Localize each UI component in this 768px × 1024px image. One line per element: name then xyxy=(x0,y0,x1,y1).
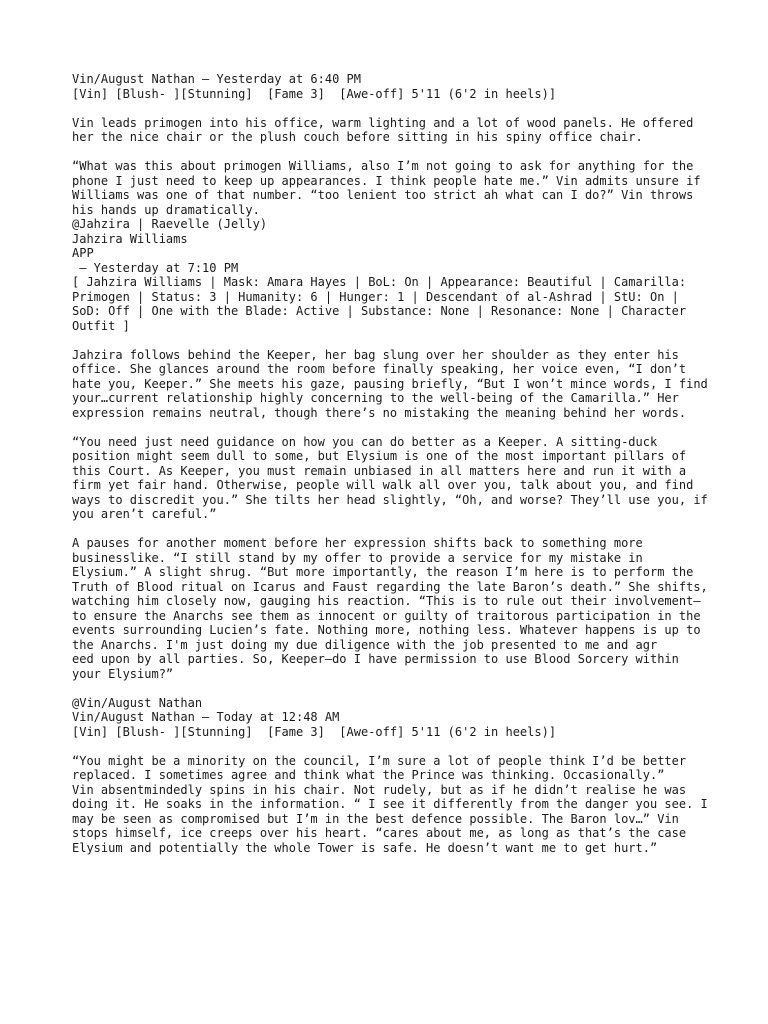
post2-author: Jahzira Williams xyxy=(72,231,188,246)
post2-app-badge: APP xyxy=(72,246,94,260)
post2-header xyxy=(72,217,712,275)
post2-paragraph-2: “You need just need guidance on how you can do better as a Keeper. A sitting-duck position might seem dull to some, but Elysium is one of the most important pillars of this Court. As Keeper, you must remain unbiased in all matters here and run it with a firm yet fair hand. Otherwise, people will walk all over you, talk about you, and find ways to discredit you.” She tilts her head slightly, “Oh, and worse? They’ll use you, if you aren’t careful.” xyxy=(72,434,708,521)
post2-paragraph-3 xyxy=(72,536,712,681)
post2-timestamp: — Yesterday at 7:10 PM xyxy=(72,260,239,275)
post2-paragraph-3-part-b: eed upon by all parties. So, Keeper—do I have permission to use Blood Sorcery within your Elysium?” xyxy=(72,652,679,681)
chat-log-transcript xyxy=(72,72,712,870)
post1-status-tags: [Vin] [Blush- ][Stunning] [Fame 3] [Awe-off] 5'11 (6'2 in heels)] xyxy=(72,86,557,101)
post1-paragraph-1: Vin leads primogen into his office, warm lighting and a lot of wood panels. He offered her the nice chair or the plush couch before sitting in his spiny office chair. xyxy=(72,115,694,144)
post3-mention: @Vin/August Nathan xyxy=(72,695,203,710)
post3-header xyxy=(72,696,712,740)
post2-paragraph-1: Jahzira follows behind the Keeper, her bag slung over her shoulder as they enter his office. She glances around the room before finally speaking, her voice even, “I don’t hate you, Keeper.” She meets his gaze, pausing briefly, “But I won’t mince words, I find your…current relationship highly concerning to the well-being of the Camarilla.” Her expression remains neutral, though there’s no mistaking the meaning behind her words. xyxy=(72,347,708,420)
post3-status-tags: [Vin] [Blush- ][Stunning] [Fame 3] [Awe-off] 5'11 (6'2 in heels)] xyxy=(72,724,557,739)
post1-author-timestamp: Vin/August Nathan — Yesterday at 6:40 PM xyxy=(72,72,361,86)
post1-header xyxy=(72,72,712,101)
post2-character-stats: [ Jahzira Williams | Mask: Amara Hayes | BoL: On | Appearance: Beautiful | Camarilla: Primogen | Status: 3 | Humanity: 6 | Hunger: 1 | Descendant of al-Ashrad | StU: On | SoD: Off | One with the Blade: Active | Substance: None | Resonance: None | Character Outfit ] xyxy=(72,275,687,333)
post3-paragraph-1: “You might be a minority on the council, I’m sure a lot of people think I’d be better replaced. I sometimes agree and think what the Prince was thinking. Occasionally.” xyxy=(72,753,687,782)
post3-author-timestamp: Vin/August Nathan — Today at 12:48 AM xyxy=(72,710,340,724)
post2-paragraph-3-part-a: A pauses for another moment before her expression shifts back to something more businesslike. “I still stand by my offer to provide a service for my mistake in Elysium.” A slight shrug. “But more importantly, the reason I’m here is to perform the Truth of Blood ritual on Icarus and Faust regarding the late Baron’s death.” She shifts, watching him closely now, gauging his reaction. “This is to rule out their involvement—to ensure the Anarchs see them as innocent or guilty of traitorous participation in the events surrounding Lucien’s fate. Nothing more, nothing less. Whatever happens is up to the Anarchs. I'm just doing my due diligence with the job presented to me and agr xyxy=(72,536,708,652)
post1-paragraph-2: “What was this about primogen Williams, also I’m not going to ask for anything for the phone I just need to keep up appearances. I think people hate me.” Vin admits unsure if Williams was one of that number. “too lenient too strict ah what can I do?” Vin throws his hands up dramatically. xyxy=(72,159,701,217)
post3-paragraph-2: Vin absentmindedly spins in his chair. Not rudely, but as if he didn’t realise he was doing it. He soaks in the information. “ I see it differently from the danger you see. I may be seen as compromised but I’m in the best defence possible. The Baron lov…” Vin stops himself, ice creeps over his heart. “cares about me, as long as that’s the case Elysium and potentially the whole Tower is safe. He doesn’t want me to get hurt.” xyxy=(72,782,708,855)
post2-mention: @Jahzira | Raevelle (Jelly) xyxy=(72,217,268,231)
